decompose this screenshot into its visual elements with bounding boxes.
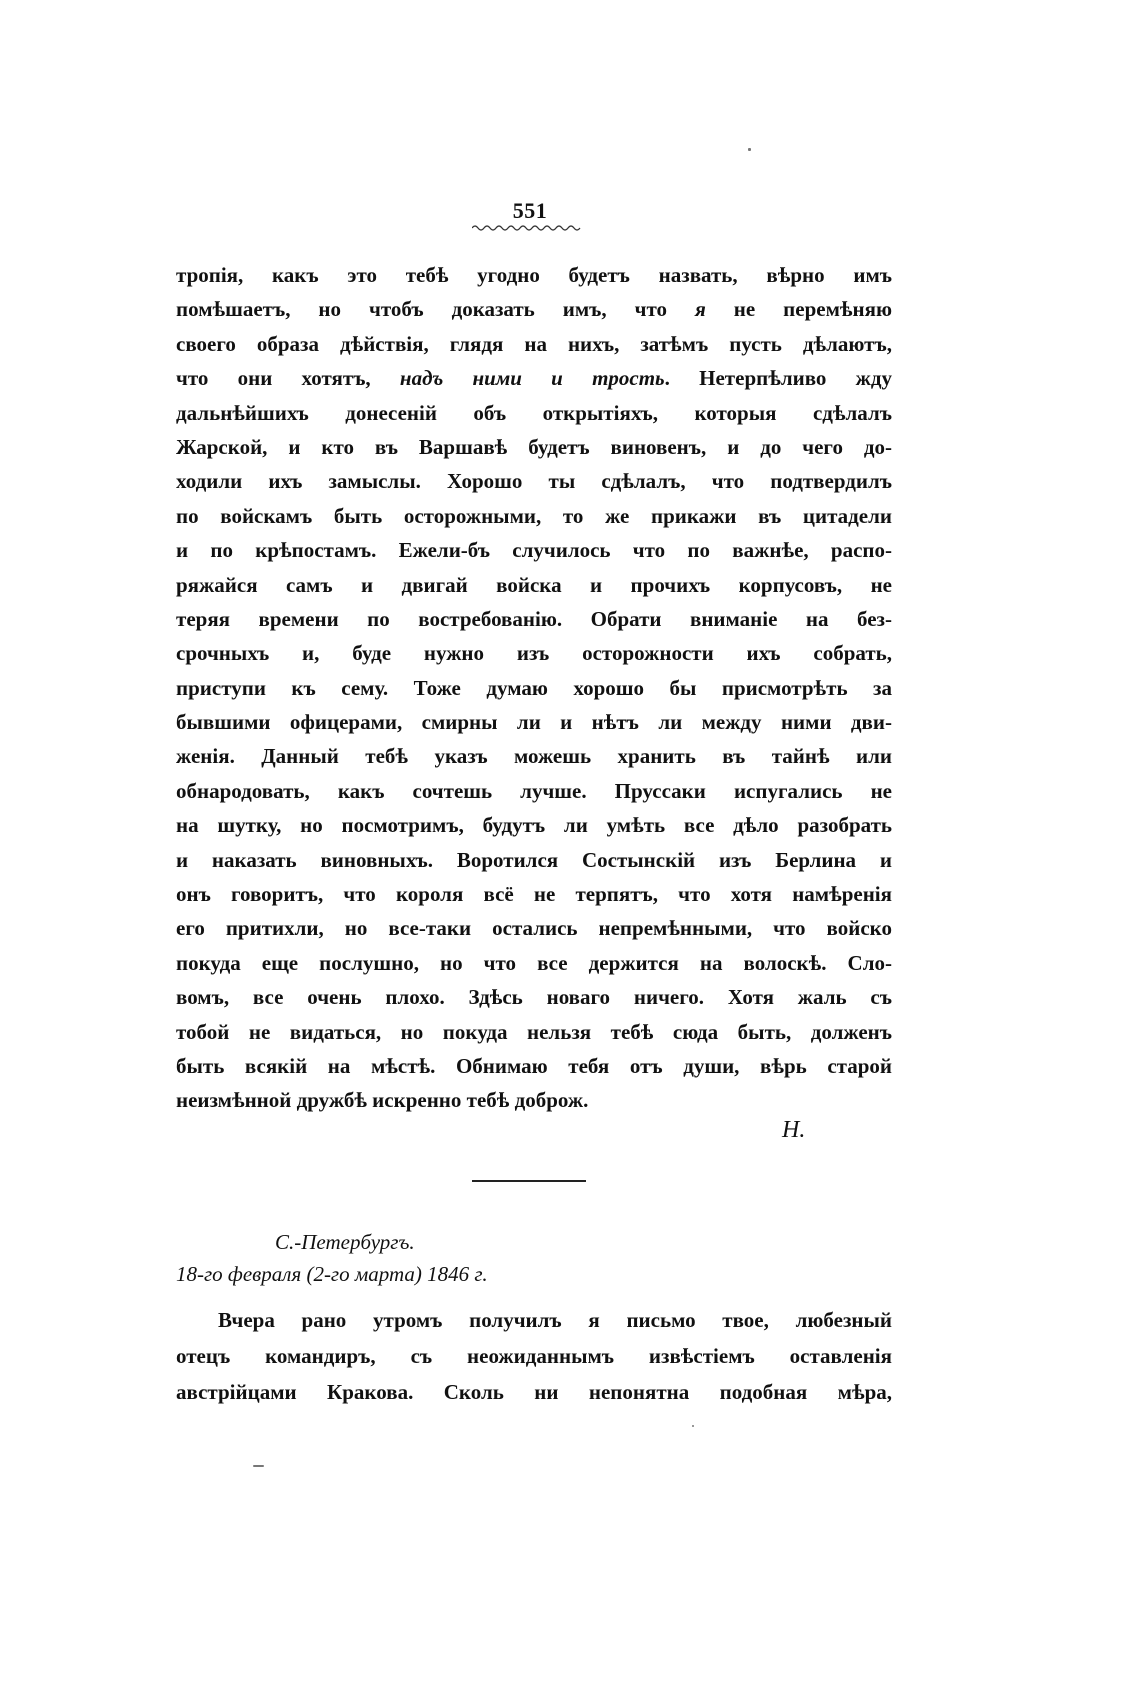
- text-line: тобой не видаться, но покуда нельзя тебѣ сюда быть, долженъ: [176, 1019, 892, 1044]
- page-number-ornament: [472, 224, 590, 232]
- text-line: по войскамъ быть осторожными, то же прикажи въ цитадели: [176, 503, 892, 528]
- text-line: быть всякій на мѣстѣ. Обнимаю тебя отъ души, вѣрь старой: [176, 1053, 892, 1078]
- text-line: австрійцами Кракова. Сколь ни непонятна подобная мѣра,: [176, 1380, 892, 1404]
- text-line: и по крѣпостамъ. Ежели-бъ случилось что по важнѣе, распо-: [176, 538, 892, 563]
- letter-place: С.-Петербургъ.: [275, 1230, 415, 1254]
- text-line: его притихли, но все-таки остались непремѣнными, что войско: [176, 916, 892, 941]
- text-line: женія. Данный тебѣ указъ можешь хранить въ тайнѣ или: [176, 744, 892, 769]
- text-line: помѣшаетъ, но чтобъ доказать имъ, что я не перемѣняю: [176, 297, 892, 322]
- section-separator: [472, 1180, 586, 1182]
- text-line: тропія, какъ это тебѣ угодно будетъ назвать, вѣрно имъ: [176, 263, 892, 287]
- text-line: и наказать виновныхъ. Воротился Состынскій изъ Берлина и: [176, 847, 892, 872]
- text-line: покуда еще послушно, но что все держится на волоскѣ. Сло-: [176, 950, 892, 975]
- text-line: теряя времени по востребованію. Обрати вниманіе на без-: [176, 606, 892, 631]
- page-number: 551: [512, 198, 548, 223]
- text-line: приступи къ сему. Тоже думаю хорошо бы присмотрѣть за: [176, 675, 892, 700]
- text-line: дальнѣйшихъ донесеній объ открытіяхъ, которыя сдѣлалъ: [176, 400, 892, 425]
- emphasis: я: [694, 297, 706, 322]
- paper-speck: [692, 1425, 694, 1427]
- text-line: что они хотятъ, надъ ними и трость. Нетерпѣливо жду: [176, 366, 892, 391]
- letter-date: 18-го февраля (2-го марта) 1846 г.: [176, 1262, 488, 1286]
- text-line: срочныхъ и, буде нужно изъ осторожности ихъ собрать,: [176, 641, 892, 666]
- paper-speck: [748, 148, 751, 151]
- text-line: онъ говоритъ, что короля всё не терпятъ, что хотя намѣренія: [176, 882, 892, 907]
- text-line: неизмѣнной дружбѣ искренно тебѣ доброж.: [176, 1088, 589, 1113]
- text-line: бывшими офицерами, смирны ли и нѣтъ ли между ними дви-: [176, 710, 892, 735]
- text-line: обнародовать, какъ сочтешь лучше. Пруссаки испугались не: [176, 778, 892, 803]
- text-line: ряжайся самъ и двигай войска и прочихъ корпусовъ, не: [176, 572, 892, 597]
- text-line: Вчера рано утромъ получилъ я письмо твое, любезный: [218, 1308, 892, 1332]
- emphasis: надъ ними и трость: [399, 366, 665, 391]
- letter-body-2: [176, 1302, 892, 1410]
- text-line: отецъ командиръ, съ неожиданнымъ извѣстіемъ оставленія: [176, 1344, 892, 1368]
- text-line: ходили ихъ замыслы. Хорошо ты сдѣлалъ, что подтвердилъ: [176, 469, 892, 494]
- letter-body: [176, 258, 892, 1118]
- paper-speck: [253, 1465, 264, 1467]
- signature: Н.: [782, 1117, 806, 1143]
- text-line: на шутку, но посмотримъ, будутъ ли умѣть все дѣло разобрать: [176, 813, 892, 838]
- text-line: вомъ, все очень плохо. Здѣсь новаго ничего. Хотя жаль съ: [176, 985, 892, 1010]
- text-line: своего образа дѣйствія, глядя на нихъ, затѣмъ пусть дѣлаютъ,: [176, 331, 892, 356]
- text-line: Жарской, и кто въ Варшавѣ будетъ виновенъ, и до чего до-: [176, 434, 892, 459]
